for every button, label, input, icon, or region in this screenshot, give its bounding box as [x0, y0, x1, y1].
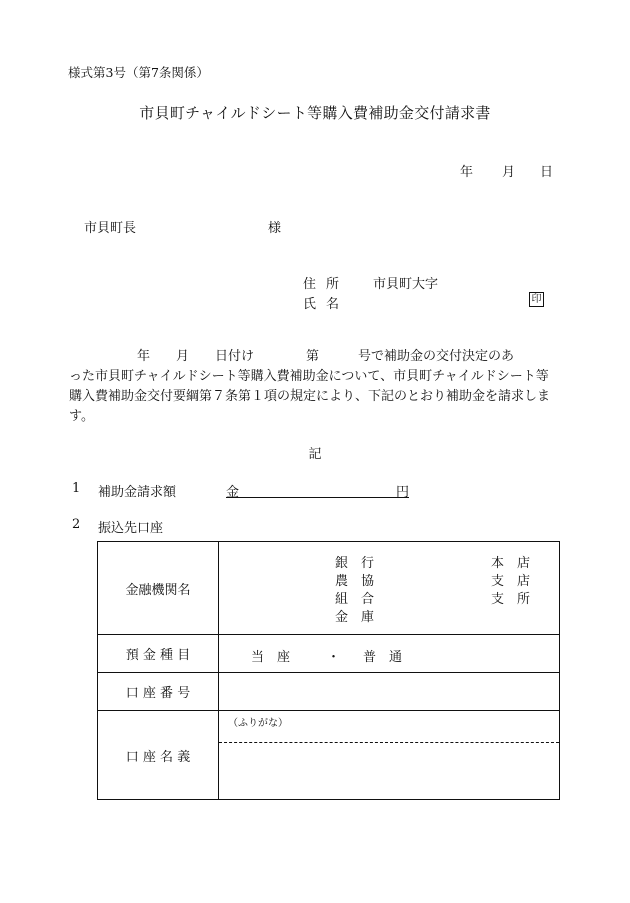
branch-type-branch: 支 店	[491, 574, 531, 589]
ki-heading: 記	[308, 447, 322, 462]
seal-mark: 印	[529, 292, 544, 307]
decision-reference-line: 年 月 日付け 第 号で補助金の交付決定のあ	[137, 349, 515, 364]
item1-number: 1	[72, 481, 81, 496]
date-year-label: 年	[460, 165, 474, 180]
date-month-label: 月	[502, 165, 516, 180]
furigana-hint: （ふりがな）	[228, 718, 288, 729]
addressee-honorific: 様	[268, 221, 282, 236]
document-title: 市貝町チャイルドシート等購入費補助金交付請求書	[139, 104, 491, 122]
form-number: 様式第3号（第7条関係）	[68, 65, 209, 80]
financial-institution-label: 金融機関名	[98, 542, 219, 635]
financial-institution-row	[98, 542, 560, 635]
financial-institution-field[interactable]	[219, 542, 560, 635]
name-label: 氏名	[303, 297, 350, 312]
amount-unit: 円	[395, 485, 409, 500]
deposit-option-current[interactable]: 当 座	[251, 650, 291, 665]
address-label: 住所	[303, 277, 350, 292]
address-value: 市貝町大字	[373, 277, 439, 292]
request-body-text: った市貝町チャイルドシート等購入費補助金について、市貝町チャイルドシート等購入費補助金交付要綱第７条第１項の規定により、下記のとおり補助金を請求します。	[69, 369, 551, 424]
request-body	[69, 347, 556, 427]
branch-type-sub-branch: 支 所	[491, 592, 531, 607]
branch-type-head-office: 本 店	[491, 556, 531, 571]
item2-label: 振込先口座	[98, 521, 164, 536]
account-number-field[interactable]	[219, 673, 560, 711]
account-name-row	[98, 711, 560, 800]
institution-type-bank: 銀 行	[335, 556, 375, 571]
institution-type-credit-bank: 金 庫	[335, 610, 375, 625]
amount-prefix: 金	[226, 485, 240, 500]
institution-type-agricultural-coop: 農 協	[335, 574, 375, 589]
amount-field[interactable]	[226, 481, 409, 498]
item2-number: 2	[72, 517, 81, 532]
addressee-name: 市貝町長	[84, 221, 137, 236]
deposit-type-label: 預 金 種 目	[98, 635, 219, 673]
bank-account-table	[97, 541, 560, 800]
furigana-divider	[219, 742, 559, 743]
date-day-label: 日	[540, 165, 554, 180]
deposit-option-ordinary[interactable]: 普 通	[363, 650, 403, 665]
account-number-row	[98, 673, 560, 711]
institution-type-union: 組 合	[335, 592, 375, 607]
deposit-type-row	[98, 635, 560, 673]
deposit-type-field[interactable]	[219, 635, 560, 673]
account-number-label: 口 座 番 号	[98, 673, 219, 711]
account-name-label: 口 座 名 義	[98, 711, 219, 800]
account-name-field[interactable]	[219, 711, 560, 800]
deposit-option-separator: ・	[327, 650, 341, 665]
item1-label: 補助金請求額	[98, 485, 177, 500]
